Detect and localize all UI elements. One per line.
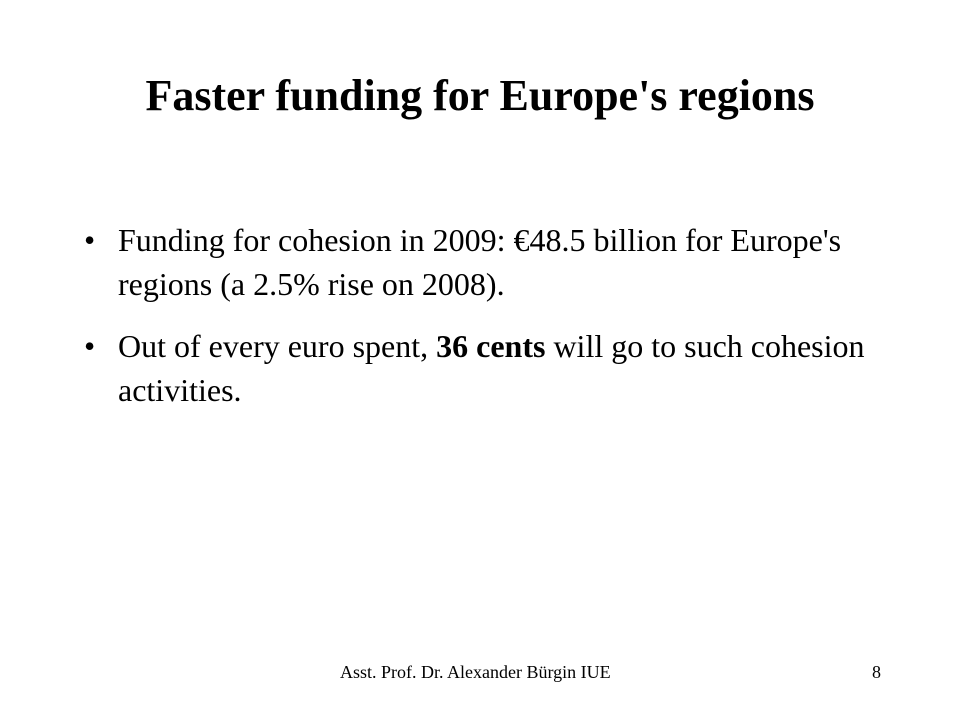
bullet-text-end: will go to such cohesion activities.: [118, 328, 865, 408]
bullet-marker: •: [84, 222, 96, 258]
bullet-list: [84, 218, 904, 430]
slide-title: Faster funding for Europe's regions: [145, 71, 815, 120]
bullet-marker: •: [84, 328, 96, 364]
bullet-text-start: Out of every euro spent,: [118, 328, 437, 364]
bullet-text-highlight: 36 cents: [436, 328, 546, 364]
bullet-item-funding: [84, 218, 904, 306]
bullet-item-euro-spent: [84, 324, 904, 412]
page-number: 8: [872, 662, 881, 682]
bullet-text: Funding for cohesion in 2009: €48.5 billion for Europe's regions (a 2.5% rise on 2008).: [118, 222, 842, 302]
footer-author: Asst. Prof. Dr. Alexander Bürgin IUE: [340, 662, 611, 682]
